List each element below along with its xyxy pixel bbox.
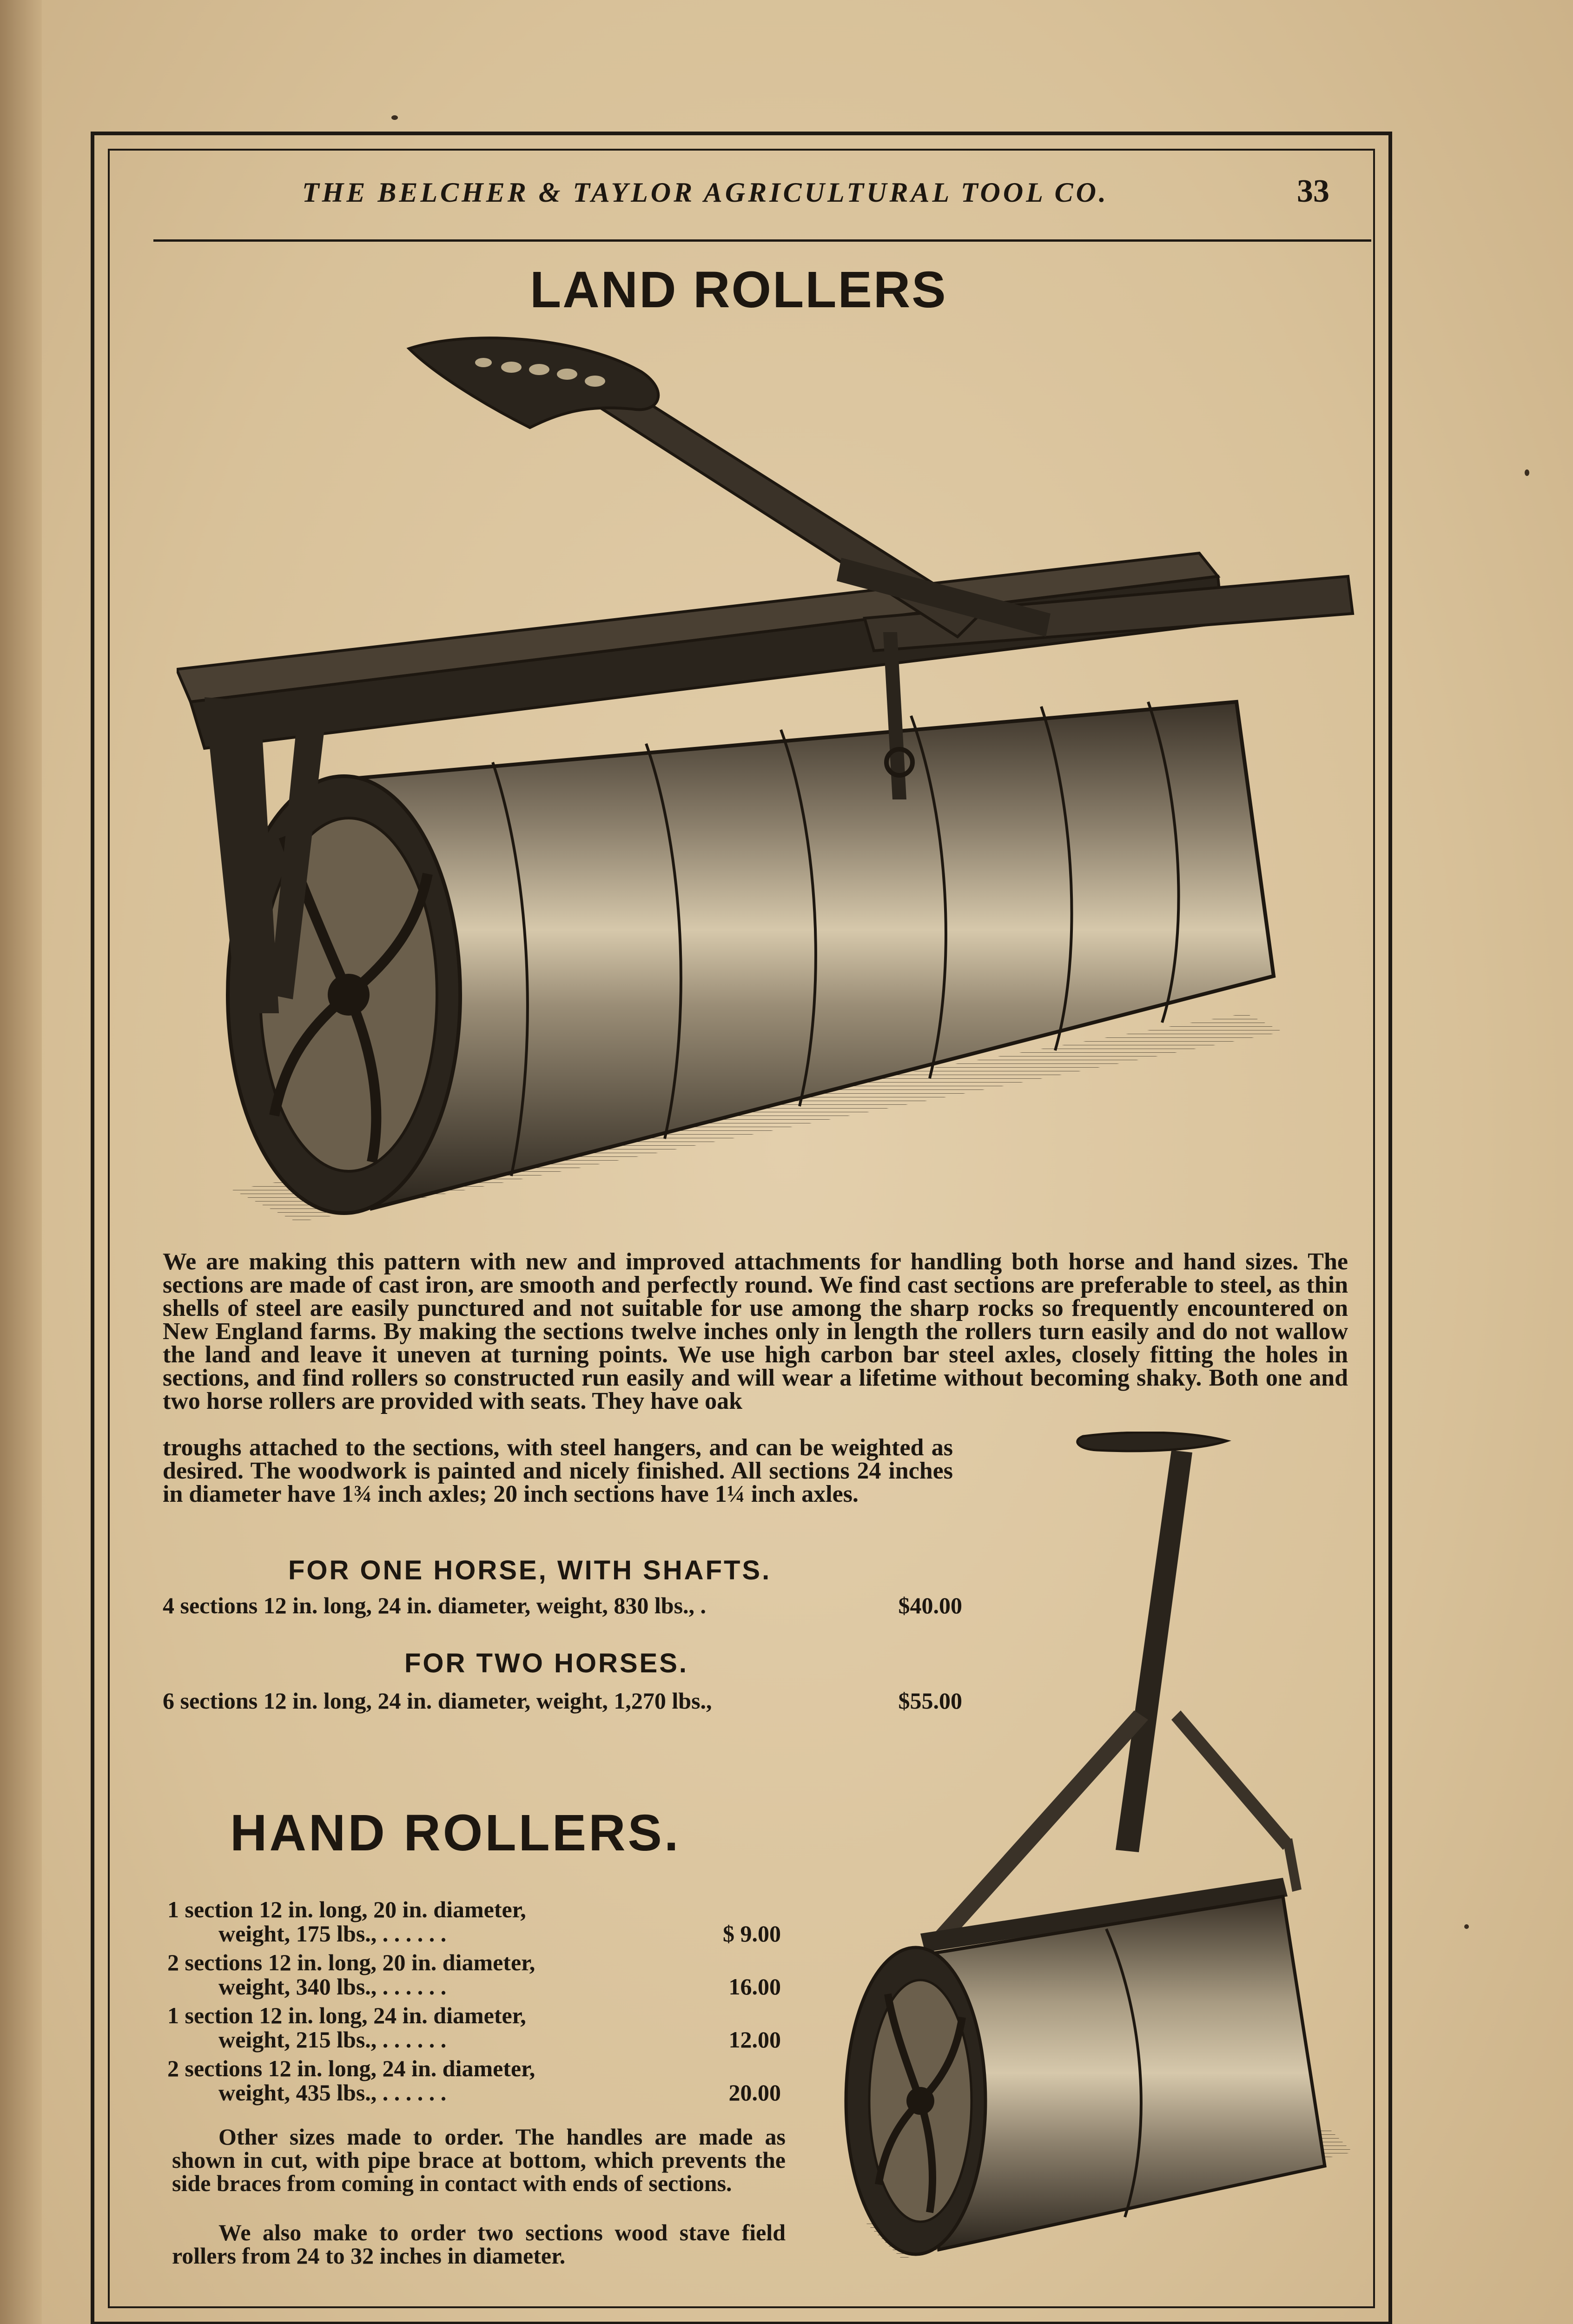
two-horse-heading: FOR TWO HORSES. (404, 1648, 688, 1678)
header-rule (153, 239, 1371, 242)
hand-roller-item-spec: 1 section 12 in. long, 20 in. diameter, (167, 1896, 526, 1922)
one-horse-spec: 4 sections 12 in. long, 24 in. diameter, weight, 830 lbs., . (163, 1592, 707, 1618)
hand-roller-item (167, 1950, 786, 1999)
hand-roller-item-spec: 2 sections 12 in. long, 20 in. diameter, (167, 1949, 535, 1975)
hand-rollers-title: HAND ROLLERS. (230, 1804, 681, 1862)
land-rollers-description-continued: troughs attached to the sections, with steel hangers, and can be weighted as desired. The woodwork is painted and nicely finished. All sections 24 inches in diameter have 1¾ inch axles; 20 inch sections have 1¼ inch axles. (163, 1434, 953, 1507)
two-horse-price: $55.00 (898, 1688, 962, 1714)
hand-roller-item (167, 2003, 786, 2052)
running-header-company: THE BELCHER & TAYLOR AGRICULTURAL TOOL CO. (302, 177, 1109, 208)
hand-roller-item (167, 1897, 786, 1946)
hand-roller-item-weight: weight, 175 lbs., . . . . . . (218, 1921, 447, 1947)
hand-roller-item-price: 20.00 (728, 2080, 781, 2106)
hand-roller-item (167, 2056, 786, 2105)
hand-roller-item-weight: weight, 435 lbs., . . . . . . (218, 2080, 447, 2106)
hand-roller-item-weight: weight, 215 lbs., . . . . . . (218, 2027, 447, 2053)
hand-roller-item-spec: 1 section 12 in. long, 24 in. diameter, (167, 2002, 526, 2028)
one-horse-heading: FOR ONE HORSE, WITH SHAFTS. (288, 1555, 772, 1585)
one-horse-price: $40.00 (898, 1592, 962, 1618)
page-number: 33 (1297, 173, 1329, 209)
land-rollers-description: We are making this pattern with new and improved attachments for handling both horse and hand sizes. The sections are made of cast iron, are smooth and perfectly round. We find cast sections are preferable to steel, as thin shells of steel are easily punctured and not suitable for use among the sharp rocks so frequently encountered on New England farms. By making the sections twelve inches only in length the rollers turn easily and do not wallow the land and leave it uneven at turning points. We use high carbon bar steel axles, closely fitting the holes in sections, and find rollers so constructed run easily and will wear a lifetime without becoming shaky. Both one and two horse rollers are provided with seats. They have oak (163, 1248, 1348, 1414)
paper-speck (1464, 1924, 1469, 1929)
hand-rollers-note: Other sizes made to order. The handles are made as shown in cut, with pipe brace at bottom, which prevents the side braces from coming in contact with ends of sections. (172, 2124, 786, 2196)
hand-roller-item-weight: weight, 340 lbs., . . . . . . (218, 1974, 447, 2000)
hand-roller-item-spec: 2 sections 12 in. long, 24 in. diameter, (167, 2055, 535, 2081)
hand-roller-icon (818, 1432, 1367, 2268)
book-gutter (0, 0, 42, 2324)
hand-rollers-wood-stave-note: We also make to order two sections wood stave field rollers from 24 to 32 inches in diameter. (172, 2219, 786, 2269)
paper-speck (391, 115, 398, 120)
hand-roller-item-price: 12.00 (728, 2027, 781, 2053)
land-rollers-title: LAND ROLLERS (530, 261, 947, 318)
hand-roller-item-price: $ 9.00 (723, 1921, 781, 1947)
two-horse-spec: 6 sections 12 in. long, 24 in. diameter, weight, 1,270 lbs., (163, 1688, 712, 1714)
hand-roller-item-price: 16.00 (728, 1974, 781, 2000)
land-roller-icon (177, 316, 1357, 1246)
paper-speck (1525, 469, 1529, 476)
